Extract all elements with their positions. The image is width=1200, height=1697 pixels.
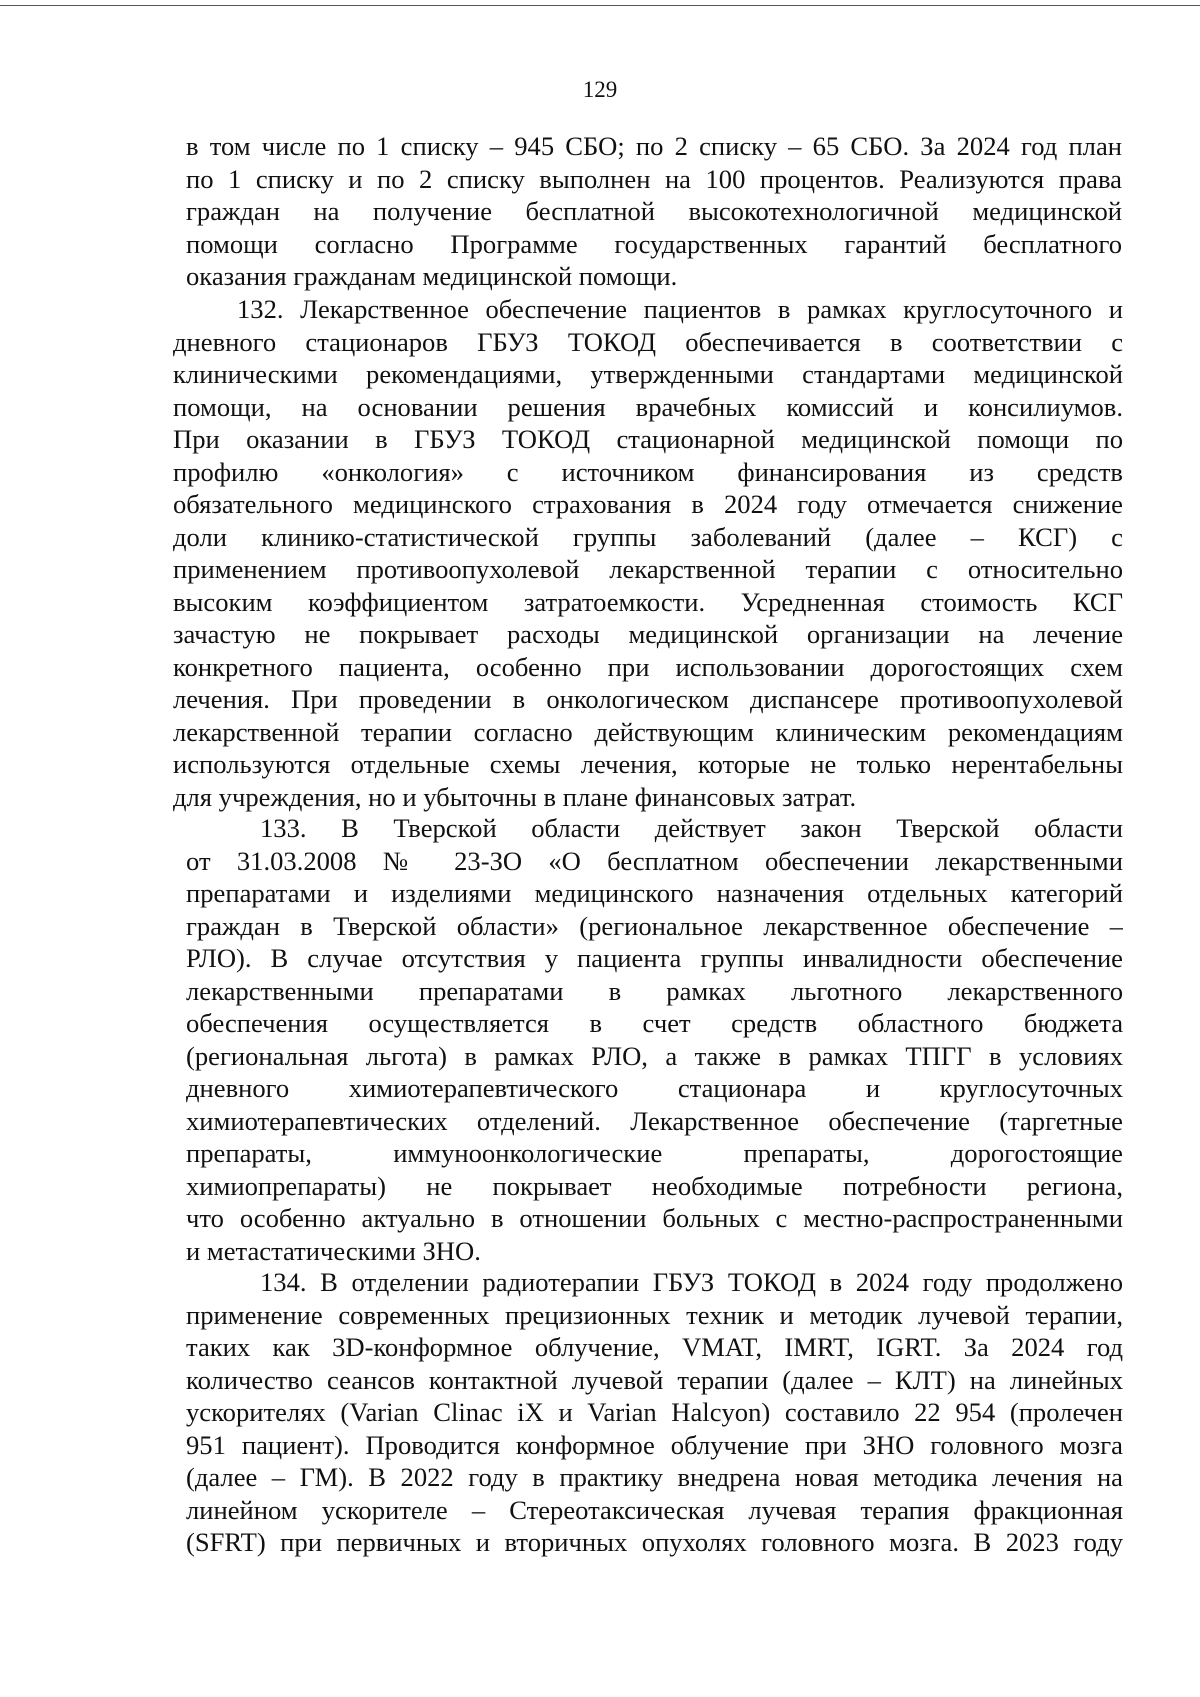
text-line: помощи согласно Программе государственных гарантий бесплатного	[186, 228, 1122, 259]
text-line: РЛО). В случае отсутствия у пациента группы инвалидности обеспечение	[186, 943, 1123, 973]
text-line: ускорителях (Varian Clinac iX и Varian Halcyon) составило 22 954 (пролечен	[186, 1397, 1123, 1427]
text-line: (региональная льгота) в рамках РЛО, а также в рамках ТПГГ в условиях	[186, 1040, 1123, 1071]
paragraph-continuation	[186, 130, 1122, 293]
text-line: лечения. При проведении в онкологическом диспансере противоопухолевой	[173, 684, 1123, 714]
paragraph-132	[173, 293, 1123, 813]
text-line: зачастую не покрывает расходы медицинской организации на лечение	[173, 619, 1123, 649]
top-border-line	[0, 5, 1200, 6]
text-line: таких как 3D-конформное облучение, VMAT, IMRT, IGRT. За 2024 год	[186, 1332, 1123, 1362]
text-line: и метастатическими ЗНО.	[186, 1235, 481, 1266]
text-line: помощи, на основании решения врачебных комиссий и консилиумов.	[173, 391, 1123, 422]
text-line: граждан на получение бесплатной высокотехнологичной медицинской	[186, 196, 1122, 226]
paragraph-133	[186, 812, 1123, 1267]
text-line: 951 пациент). Проводится конформное облучение при ЗНО головного мозга	[186, 1429, 1123, 1460]
text-line: 133. В Тверской области действует закон Тверской области	[260, 813, 1123, 843]
text-line: в том числе по 1 списку – 945 СБО; по 2 списку – 65 СБО. За 2024 год план	[186, 131, 1122, 161]
paragraph-134	[186, 1266, 1123, 1559]
text-line: граждан в Тверской области» (региональное лекарственное обеспечение –	[186, 910, 1123, 941]
text-line: применением противоопухолевой лекарственной терапии с относительно	[173, 554, 1123, 584]
text-line: доли клинико-статистической группы заболеваний (далее – КСГ) с	[173, 521, 1123, 552]
text-line: конкретного пациента, особенно при использовании дорогостоящих схем	[173, 651, 1123, 682]
text-line: (SFRT) при первичных и вторичных опухолях головного мозга. В 2023 году	[186, 1527, 1123, 1557]
text-line: лекарственными препаратами в рамках льготного лекарственного	[186, 975, 1123, 1006]
text-line: количество сеансов контактной лучевой терапии (далее – КЛТ) на линейных	[186, 1364, 1123, 1395]
text-line: дневного химиотерапевтического стационара и круглосуточных	[186, 1073, 1123, 1103]
text-line: химиопрепараты) не покрывает необходимые потребности региона,	[186, 1170, 1123, 1201]
text-line: При оказании в ГБУЗ ТОКОД стационарной медицинской помощи по	[173, 424, 1123, 454]
text-line: линейном ускорителе – Стереотаксическая лучевая терапия фракционная	[186, 1494, 1123, 1525]
text-line: 132. Лекарственное обеспечение пациентов в рамках круглосуточного и	[237, 294, 1123, 324]
text-line: 134. В отделении радиотерапии ГБУЗ ТОКОД в 2024 году продолжено	[260, 1267, 1123, 1297]
text-line: от 31.03.2008 № 23-ЗО «О бесплатном обеспечении лекарственными	[186, 845, 1123, 876]
text-line: дневного стационаров ГБУЗ ТОКОД обеспечивается в соответствии с	[173, 326, 1123, 357]
text-line: высоким коэффициентом затратоемкости. Усредненная стоимость КСГ	[173, 586, 1123, 617]
text-line: обязательного медицинского страхования в 2024 году отмечается снижение	[173, 489, 1123, 519]
text-line: лекарственной терапии согласно действующим клиническим рекомендациям	[173, 716, 1123, 747]
text-line: для учреждения, но и убыточны в плане финансовых затрат.	[173, 781, 857, 812]
text-line: что особенно актуально в отношении больных с местно-распространенными	[186, 1203, 1123, 1233]
text-line: препаратами и изделиями медицинского назначения отдельных категорий	[186, 878, 1123, 908]
text-line: (далее – ГМ). В 2022 году в практику внедрена новая методика лечения на	[186, 1462, 1123, 1492]
text-line: клиническими рекомендациями, утвержденными стандартами медицинской	[173, 359, 1123, 389]
text-line: применение современных прецизионных техник и методик лучевой терапии,	[186, 1299, 1123, 1330]
text-line: обеспечения осуществляется в счет средств областного бюджета	[186, 1008, 1123, 1038]
text-line: по 1 списку и по 2 списку выполнен на 100 процентов. Реализуются права	[186, 163, 1122, 194]
text-line: оказания гражданам медицинской помощи.	[186, 261, 678, 291]
text-line: профилю «онкология» с источником финансирования из средств	[173, 456, 1123, 487]
page-number: 129	[582, 77, 618, 102]
text-line: химиотерапевтических отделений. Лекарственное обеспечение (таргетные	[186, 1105, 1123, 1136]
text-line: используются отдельные схемы лечения, которые не только нерентабельны	[173, 749, 1123, 779]
text-line: препараты, иммуноонкологические препараты, дорогостоящие	[186, 1138, 1123, 1168]
